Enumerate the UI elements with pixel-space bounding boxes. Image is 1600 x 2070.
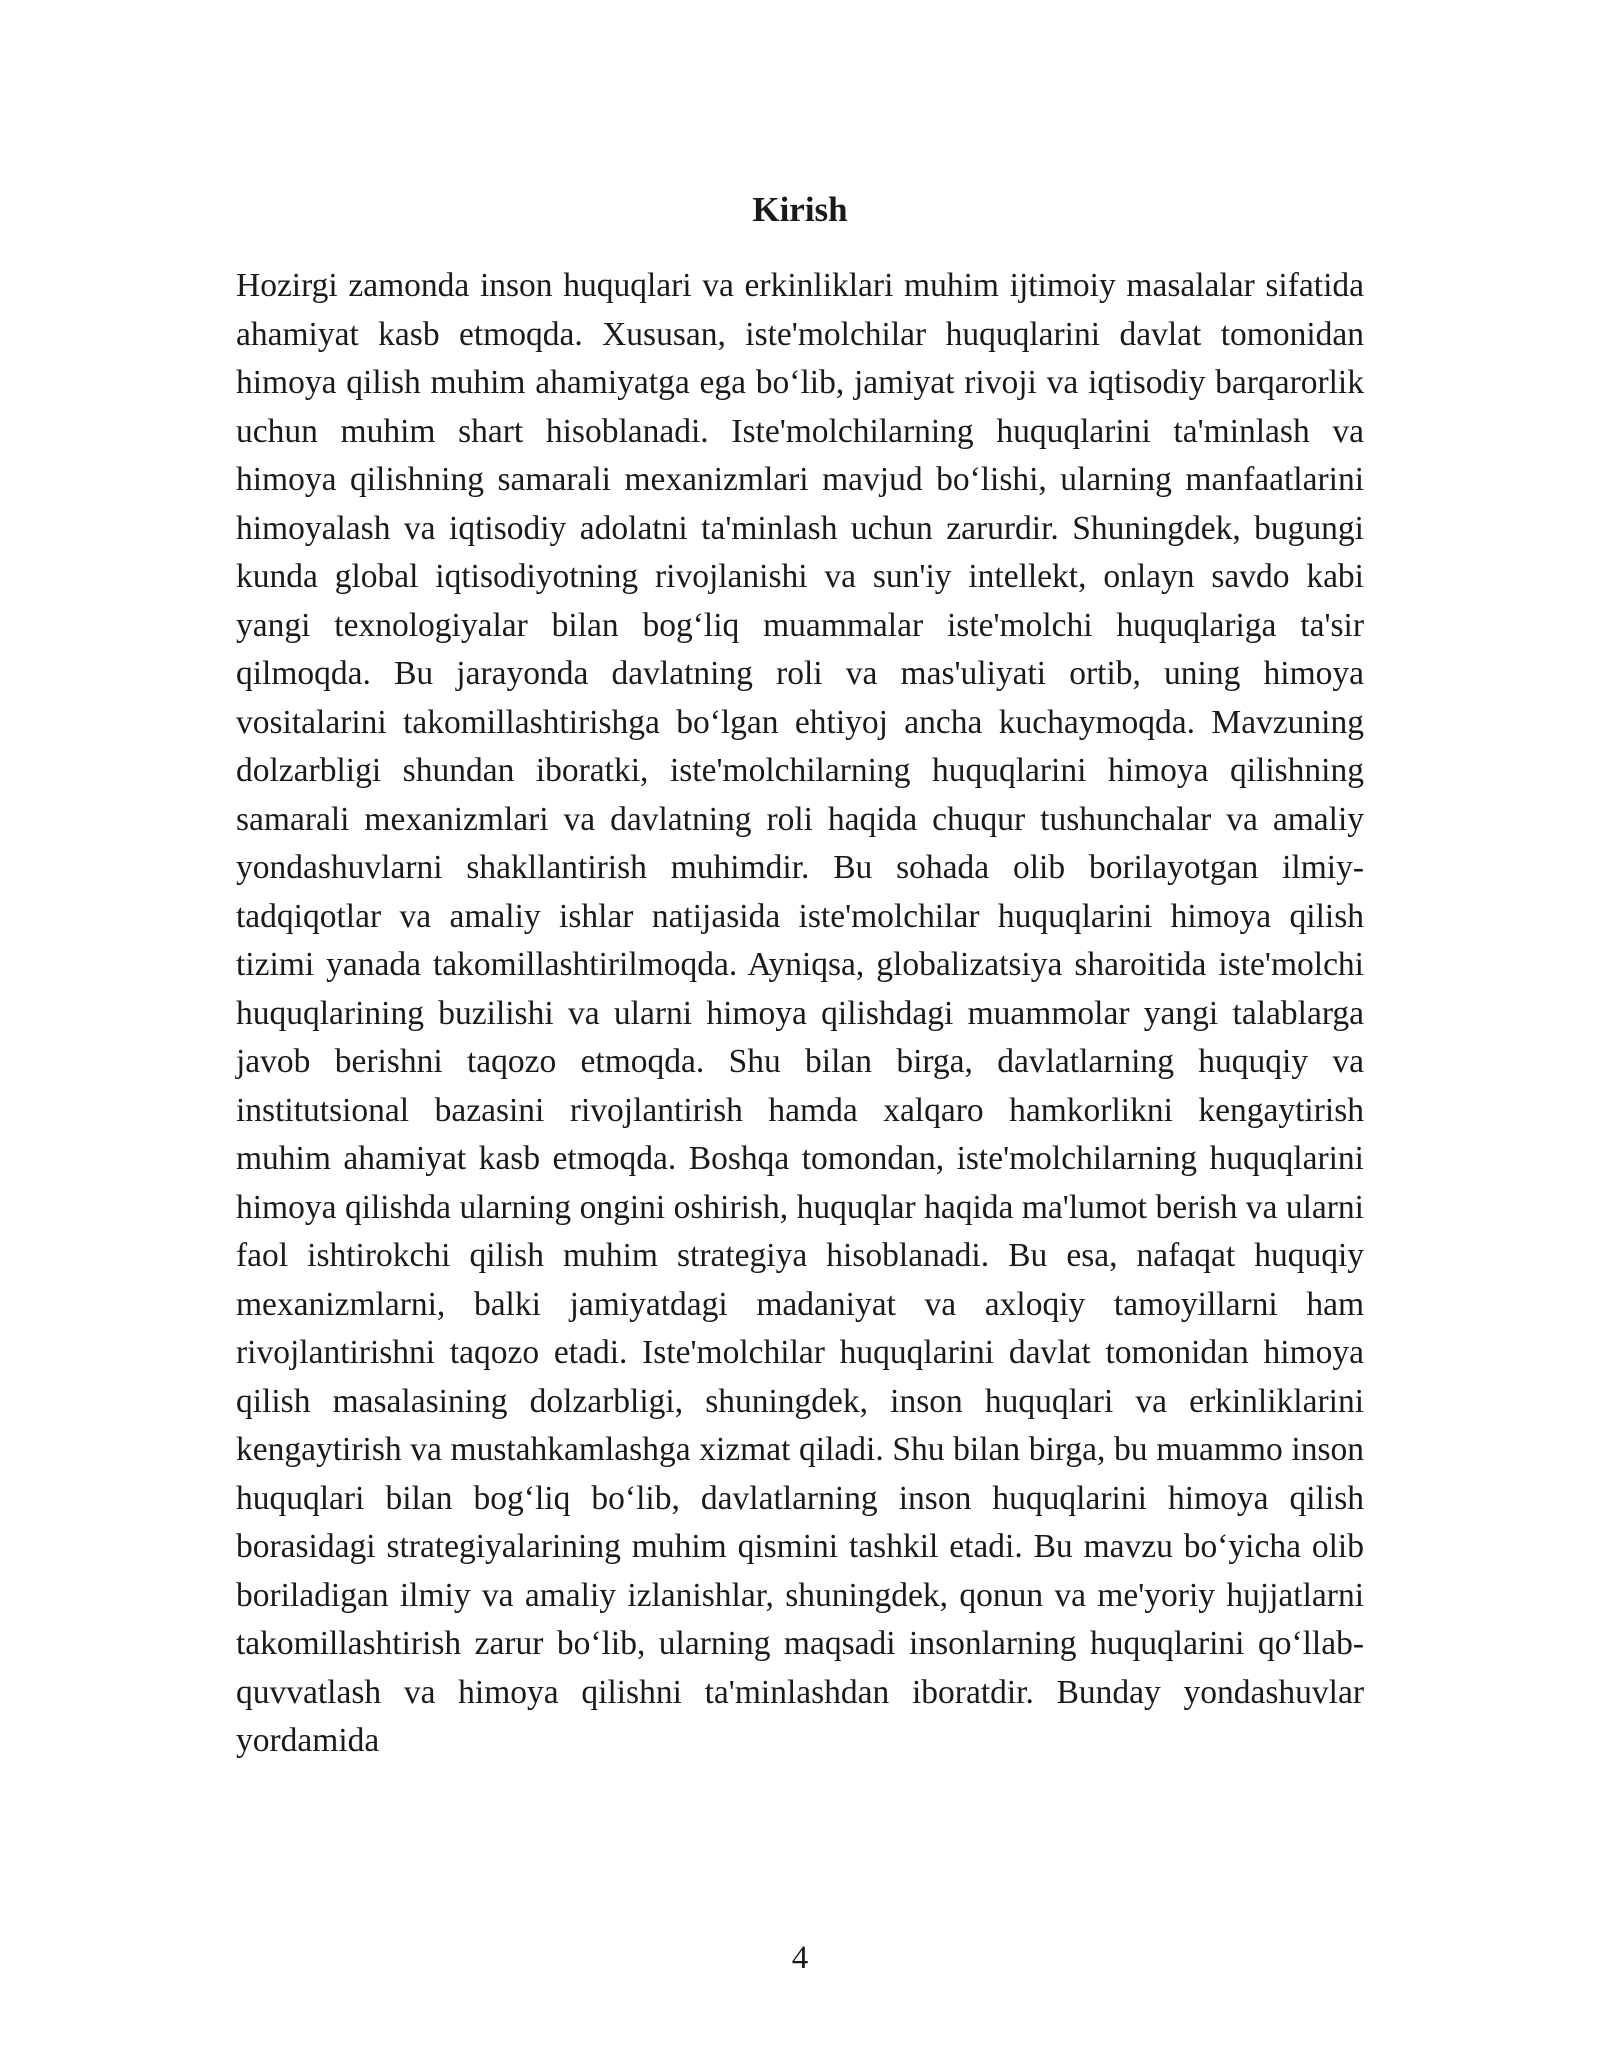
body-paragraph: Hozirgi zamonda inson huquqlari va erkinliklari muhim ijtimoiy masalalar sifatida ahamiyat kasb etmoqda. Xususan, iste'molchilar huquqlarini davlat tomonidan himoya qilish muhim ahamiyatga ega boʻlib, jamiyat rivoji va iqtisodiy barqarorlik uchun muhim shart hisoblanadi. Iste'molchilarning huquqlarini ta'minlash va himoya qilishning samarali mexanizmlari mavjud boʻlishi, ularning manfaatlarini himoyalash va iqtisodiy adolatni ta'minlash uchun zarurdir. Shuningdek, bugungi kunda global iqtisodiyotning rivojlanishi va sun'iy intellekt, onlayn savdo kabi yangi texnologiyalar bilan bogʻliq muammalar iste'molchi huquqlariga ta'sir qilmoqda. Bu jarayonda davlatning roli va mas'uliyati ortib, uning himoya vositalarini takomillashtirishga boʻlgan ehtiyoj ancha kuchaymoqda. Mavzuning dolzarbligi shundan iboratki, iste'molchilarning huquqlarini himoya qilishning samarali mexanizmlari va davlatning roli haqida chuqur tushunchalar va amaliy yondashuvlarni shakllantirish muhimdir. Bu sohada olib borilayotgan ilmiy-tadqiqotlar va amaliy ishlar natijasida iste'molchilar huquqlarini himoya qilish tizimi yanada takomillashtirilmoqda. Ayniqsa, globalizatsiya sharoitida iste'molchi huquqlarining buzilishi va ularni himoya qilishdagi muammolar yangi talablarga javob berishni taqozo etmoqda. Shu bilan birga, davlatlarning huquqiy va institutsional bazasini rivojlantirish hamda xalqaro hamkorlikni kengaytirish muhim ahamiyat kasb etmoqda. Boshqa tomondan, iste'molchilarning huquqlarini himoya qilishda ularning ongini oshirish, huquqlar haqida ma'lumot berish va ularni faol ishtirokchi qilish muhim strategiya hisoblanadi. Bu esa, nafaqat huquqiy mexanizmlarni, balki jamiyatdagi madaniyat va axloqiy tamoyillarni ham rivojlantirishni taqozo etadi. Iste'molchilar huquqlarini davlat tomonidan himoya qilish masalasining dolzarbligi, shuningdek, inson huquqlari va erkinliklarini kengaytirish va mustahkamlashga xizmat qiladi. Shu bilan birga, bu muammo inson huquqlari bilan bogʻliq boʻlib, davlatlarning inson huquqlarini himoya qilish borasidagi strategiyalarining muhim qismini tashkil etadi. Bu mavzu boʻyicha olib boriladigan ilmiy va amaliy izlanishlar, shuningdek, qonun va me'yoriy hujjatlarni takomillashtirish zarur boʻlib, ularning maqsadi insonlarning huquqlarini qoʻllab-quvvatlash va himoya qilishni ta'minlashdan iboratdir. Bunday yondashuvlar yordamida: [236, 267, 1364, 1759]
page-number: 4: [791, 1940, 809, 1976]
section-title: Kirish: [752, 190, 848, 229]
